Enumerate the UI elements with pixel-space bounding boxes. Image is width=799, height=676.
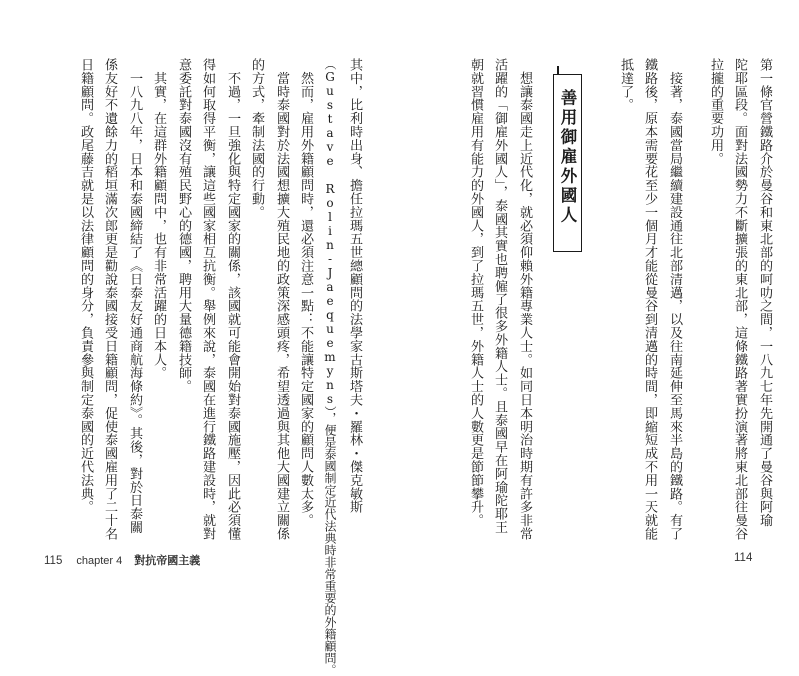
text-column: 的方式，牽制法國的行動。 (249, 58, 264, 219)
text-column: 其中，比利時出身、擔任拉瑪五世總顧問的法學家古斯塔夫・羅林・傑克敏斯 (347, 58, 362, 514)
text-column: 接著，泰國當局繼續建設通往北部清邁，以及往南延伸至馬來半島的鐵路。有了 (667, 58, 682, 541)
text-column: 意委託對泰國沒有殖民野心的德國，聘用大量德籍技師。 (176, 58, 191, 393)
text-column: 然而，雇用外籍顧問時，還必須注意一點：不能讓特定國家的顧問人數太多。 (298, 58, 313, 527)
text-column: 係友好不遺餘力的稻垣滿次郎更是勸說泰國接受日籍顧問，促使泰國雇用了二十名 (102, 58, 117, 541)
text-column: 陀耶區段。面對法國勢力不斷擴張的東北部，這條鐵路著實扮演著將東北部往曼谷 (732, 58, 747, 541)
right-page-footer (734, 552, 752, 564)
text-column: （Gustave Rolin-Jaequemyns），便是泰國制定近代法典時非常重要的外籍顧問。 (323, 58, 337, 676)
left-page-footer (44, 552, 200, 568)
text-column: 想讓泰國走上近代化，就必須仰賴外籍專業人士。如同日本明治時期有許多非常 (517, 58, 532, 541)
text-column: 不過，一旦強化與特定國家的關係，該國就可能會開始對泰國施壓，因此必須懂 (225, 58, 240, 541)
chapter-title: 對抗帝國主義 (134, 554, 201, 567)
page-number: 114 (734, 552, 753, 564)
section-heading-box (553, 74, 582, 252)
text-column: 當時泰國對於法國想擴大殖民地的政策深感頭疼，希望透過與其他大國建立關係 (274, 58, 289, 541)
text-column: 抵達了。 (618, 58, 633, 112)
text-column: 拉攏的重要功用。 (708, 58, 723, 166)
chapter-label: chapter 4 (76, 555, 123, 567)
heading-marker (557, 66, 579, 75)
text-column: 得如何取得平衡，讓這些國家相互抗衡。舉例來說，泰國在進行鐵路建設時，就對 (200, 58, 215, 541)
text-column: 活躍的「御雇外國人」，泰國其實也聘僱了很多外籍人士。且泰國早在阿瑜陀耶王 (492, 58, 507, 534)
text-column: 其實，在這群外籍顧問中，也有非常活躍的日本人。 (151, 58, 166, 380)
text-column: 一八九八年，日本和泰國締結了《日泰友好通商航海條約》。其後，對於日泰關 (127, 58, 142, 534)
text-column: 朝就習慣雇用有能力的外國人，到了拉瑪五世，外籍人士的人數更是節節攀升。 (468, 58, 483, 527)
text-column: 日籍顧問。政尾藤吉就是以法律顧問的身分，負責參與制定泰國的近代法典。 (78, 58, 93, 514)
text-column: 第一條官營鐵路介於曼谷和東北部的呵叻之間，一八九七年先開通了曼谷與阿瑜 (757, 58, 772, 527)
page-number: 115 (44, 555, 63, 567)
text-column: 鐵路後，原本需要花至少一個月才能從曼谷到清邁的時間，即縮短成不用一天就能 (642, 58, 657, 541)
section-heading: 善用御雇外國人 (558, 89, 577, 226)
